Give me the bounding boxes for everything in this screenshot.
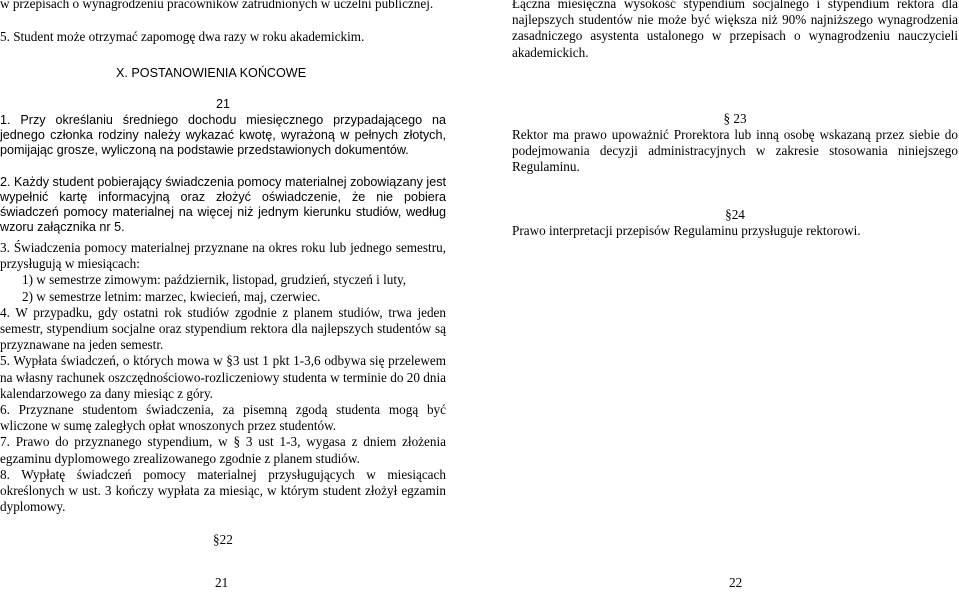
section-21-item-1: 1. Przy określaniu średniego dochodu miesięcznego przypadającego na jednego członka rodziny należy wykazać kwotę, wyrażoną w pełnych złotych, pomijając grosze, wyliczoną na podstawie przedstawionych dokumentów. [0,113,446,157]
section-21-item-6: 6. Przyznane studentom świadczenia, za pisemną zgodą studenta mogą być wliczone w sumę zaległych opłat wnoszonych przez studentów. [0,402,446,434]
section-22-number: §22 [213,532,233,547]
section-21-item-7: 7. Prawo do przyznanego stypendium, w § 3 ust 1-3, wygasa z dniem złożenia egzaminu dyplomowego zrealizowanego zgodnie z planem studiów. [0,434,446,466]
section-21-item-8: 8. Wypłatę świadczeń pomocy materialnej przysługujących w miesiącach określonych w ust. 3 kończy wypłata za miesiąc, w którym student złożył egzamin dyplomowy. [0,466,446,515]
section-23-number: § 23 [723,111,747,126]
section-21-item-2: 2. Każdy student pobierający świadczenia pomocy materialnej zobowiązany jest wypełnić kartę informacyjną oraz złożyć oświadczenie, że nie pobiera świadczeń pomocy materialnej na więcej niż jednym kierunku studiów, według wzoru załącznika nr 5. [0,175,446,234]
section-21-item-4: 4. W przypadku, gdy ostatni rok studiów zgodnie z planem studiów, trwa jeden semestr, stypendium socjalne oraz stypendium rektora dla najlepszych studentów są przyznawane na jeden semestr. [0,304,446,353]
right-top-text: Łączna miesięczna wysokość stypendium socjalnego i stypendium rektora dla najlepszych studentów nie może być większa niż 90% najniższego wynagrodzenia zasadniczego asystenta ustalonego w przepisach o wynagrodzeniu nauczycieli akademickich. [512,0,958,60]
left-top-line-2: 5. Student może otrzymać zapomogę dwa razy w roku akademickim. [0,29,365,44]
section-21-item-3-sub-1: 1) w semestrze zimowym: październik, listopad, grudzień, styczeń i luty, [22,272,407,288]
section-21-item-5: 5. Wypłata świadczeń, o których mowa w §3 ust 1 pkt 1-3,6 odbywa się przelewem na własny rachunek oszczędnościowo-rozliczeniowy studenta w terminie do 20 dnia kalendarzowego za dany miesiąc z góry. [0,353,446,401]
right-page-number: 22 [729,575,743,590]
left-page-number: 21 [215,575,229,590]
section-21-number: 21 [216,97,231,111]
section-24-text: Prawo interpretacji przepisów Regulaminu przysługuje rektorowi. [512,223,861,238]
section-21-item-3-intro: 3. Świadczenia pomocy materialnej przyznane na okres roku lub jednego semestru, przysługują w miesiącach: [0,240,446,272]
section-23-text: Rektor ma prawo upoważnić Prorektora lub inną osobę wskazaną przez siebie do podejmowania decyzji administracyjnych w zakresie stosowania niniejszego Regulaminu. [512,127,958,175]
left-top-line-1: w przepisach o wynagrodzeniu pracowników zatrudnionych w uczelni publicznej. [0,0,434,11]
section-21-rest [0,240,446,515]
chapter-heading: X. POSTANOWIENIA KOŃCOWE [116,66,307,80]
section-24-number: §24 [725,207,745,222]
section-21-item-3-sub-2: 2) w semestrze letnim: marzec, kwiecień, maj, czerwiec. [22,288,321,304]
